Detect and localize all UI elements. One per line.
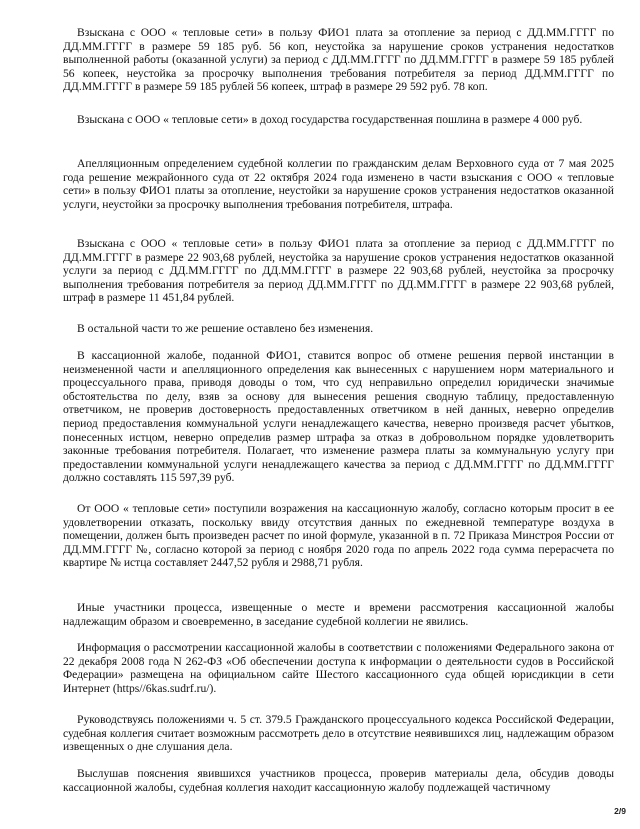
paragraph-appeal-ruling: Апелляционным определением судебной коллегии по гражданским делам Верховного суда от 7 мая 2025 года решение межрайонного суда от 22 октября 2024 года изменено в части взыскания с ООО « тепловые сети» в пользу ФИО1 платы за отопление, неустойки за нарушение сроков устранения недостатков оказанной услуги, неустойки за просрочку выполнения требования потребителя, штрафа.	[63, 157, 614, 211]
paragraph-objections: От ООО « тепловые сети» поступили возражения на кассационную жалобу, согласно которым просит в ее удовлетворении отказать, поскольку ввиду отсутствия данных по ежедневной температуре воздуха в помещении, должен быть произведен расчет по иной формуле, указанной в п. 72 Приказа Минстроя России от ДД.ММ.ГГГГ №, согласно которой за период с ноября 2020 года по апрель 2022 года сумма перерасчета по квартире № истца составляет 2447,52 рубля и 2988,71 рубля.	[63, 502, 614, 570]
paragraph-other-participants: Иные участники процесса, извещенные о месте и времени рассмотрения кассационной жалобы надлежащим образом и своевременно, в заседание судебной коллегии не явились.	[63, 601, 614, 628]
paragraph-cassation-complaint: В кассационной жалобе, поданной ФИО1, ставится вопрос об отмене решения первой инстанции в неизмененной части и апелляционного определения как вынесенных с нарушением норм материального и процессуального права, приводя доводы о том, что суд неправильно определил юридически значимые обстоятельства по делу, взяв за основу для вынесения решения сводную таблицу, предоставленную ответчиком, не проверив достоверность предоставленных ответчиком в ней данных, неверно определив период предоставления коммунальной услуги ненадлежащего качества, неверно произведя расчет убытков, понесенных истцом, неверно определив размер штрафа за отказ в добровольном порядке удовлетворить законные требования потребителя. Полагает, что изменение размера платы за коммунальную услугу при предоставлении коммунальной услуги ненадлежащего качества за период с ДД.ММ.ГГГГ по ДД.ММ.ГГГГ должно составлять 115 597,39 руб.	[63, 349, 614, 485]
paragraph-rest-unchanged: В остальной части то же решение оставлено без изменения.	[77, 322, 374, 335]
paragraph-publication-info: Информация о рассмотрении кассационной жалобы в соответствии с положениями Федерального закона от 22 декабря 2008 года N 262-ФЗ «Об обеспечении доступа к информации о деятельности судов в Российской Федерации» размещена на официальном сайте Шестого кассационного суда общей юрисдикции в сети Интернет (https//6kas.sudrf.ru/).	[63, 641, 614, 695]
paragraph-state-duty: Взыскана с ООО « тепловые сети» в доход государства государственная пошлина в размере 4 000 руб.	[77, 113, 583, 126]
paragraph-heating-recovery: Взыскана с ООО « тепловые сети» в пользу ФИО1 плата за отопление за период с ДД.ММ.ГГГГ по ДД.ММ.ГГГГ в размере 59 185 руб. 56 коп, неустойка за нарушение сроков устранения недостатков выполненной работы (оказанной услуги) за период с ДД.ММ.ГГГГ по ДД.ММ.ГГГГ в размере 59 185 рублей 56 копеек, неустойка за просрочку выполнения требования потребителя за период ДД.ММ.ГГГГ по ДД.ММ.ГГГГ в размере 59 185 рублей 56 копеек, штраф в размере 29 592 руб. 78 коп.	[63, 26, 614, 94]
paragraph-procedure-basis: Руководствуясь положениями ч. 5 ст. 379.5 Гражданского процессуального кодекса Российской Федерации, судебная коллегия считает возможным рассмотреть дело в отсутствие неявившихся лиц, надлежащим образом извещенных о дне слушания дела.	[63, 713, 614, 754]
paragraph-amended-recovery: Взыскана с ООО « тепловые сети» в пользу ФИО1 плата за отопление за период с ДД.ММ.ГГГГ по ДД.ММ.ГГГГ в размере 22 903,68 рублей, неустойка за нарушение сроков устранения недостатков оказанной услуги за период с ДД.ММ.ГГГГ по ДД.ММ.ГГГГ в размере 22 903,68 рублей, неустойка за просрочку выполнения требования потребителя за период ДД.ММ.ГГГГ по ДД.ММ.ГГГГ в размере 22 903,68 рублей, штраф в размере 11 451,84 рублей.	[63, 237, 614, 305]
paragraph-conclusion-start: Выслушав пояснения явившихся участников процесса, проверив материалы дела, обсудив доводы кассационной жалобы, судебная коллегия находит кассационную жалобу подлежащей частичному	[63, 767, 614, 794]
page-number: 2/9	[614, 806, 626, 816]
